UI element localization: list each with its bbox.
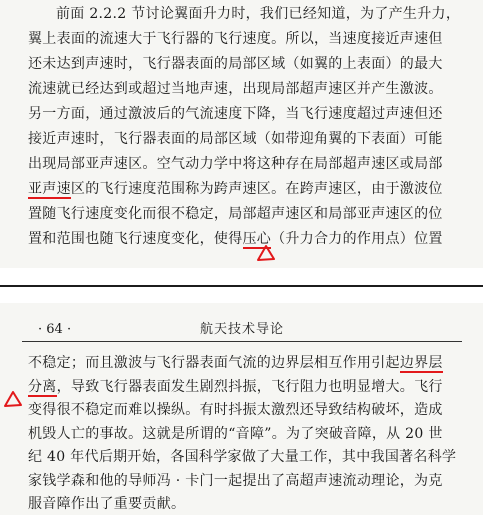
text-segment: 纪 40 年代后期开始，各国科学家做了大量工作，其中我国著名科学 xyxy=(28,449,457,465)
text-line xyxy=(28,449,456,466)
text-segment: 家钱学森和他的导师冯 · 卡门一起提出了高超声速流动理论，为克 xyxy=(28,472,443,489)
text-line xyxy=(28,131,443,148)
header-rule xyxy=(22,341,462,342)
text-segment: 另一方面，通过激波后的气流速度下降，当飞行速度超过声速但还 xyxy=(28,106,443,122)
text-segment: 接近声速时，飞行器表面的局部区域（如带迎角翼的下表面）可能 xyxy=(28,131,443,147)
text-segment: 服音障作出了重要贡献。 xyxy=(28,496,186,512)
text-segment: 置和范围也随飞行速度变化，使得 xyxy=(28,231,243,247)
triangle-marker-icon xyxy=(256,244,276,262)
text-line xyxy=(56,6,460,23)
text-line xyxy=(28,379,443,396)
text-segment: 流速就已经达到或超过当地声速，出现局部超声速区并产生激波。 xyxy=(28,81,443,97)
text-segment: 变得很不稳定而难以操纵。有时抖振太激烈还导致结构破坏，造成 xyxy=(28,402,443,418)
triangle-marker-icon xyxy=(3,390,23,408)
underlined-term: 亚声速 xyxy=(28,181,71,197)
page-break-divider xyxy=(0,285,483,287)
text-segment: 区的飞行速度范围称为跨声速区。在跨声速区，由于激波位 xyxy=(70,181,443,197)
text-line xyxy=(28,106,443,123)
text-line xyxy=(28,231,443,248)
text-line xyxy=(28,206,443,223)
text-line xyxy=(28,81,443,98)
text-line xyxy=(28,31,443,48)
text-line xyxy=(28,156,443,173)
text-line xyxy=(28,56,443,73)
text-line xyxy=(28,426,443,443)
text-segment: 置随飞行速度变化而很不稳定，局部超声速区和局部亚声速区的位 xyxy=(28,206,443,222)
text-segment: 翼上表面的流速大于飞行器的飞行速度。所以，当速度接近声速但 xyxy=(28,31,443,47)
text-line xyxy=(28,355,443,372)
book-title: 航天技术导论 xyxy=(200,322,285,337)
text-segment: 出现局部亚声速区。空气动力学中将这种存在局部超声速区或局部 xyxy=(28,156,443,172)
underlined-term: 分离 xyxy=(28,378,57,395)
text-line xyxy=(28,181,443,198)
text-segment: 机毁人亡的事故。这就是所谓的“音障”。为了突破音障，从 20 世 xyxy=(28,425,443,442)
text-line xyxy=(28,402,443,419)
text-segment: ，导致飞行器表面发生剧烈抖振，飞行阻力也明显增大。飞行 xyxy=(56,378,443,395)
text-segment: 前面 2.2.2 节讨论翼面升力时，我们已经知道，为了产生升力， xyxy=(56,6,461,22)
page-number: · 64 · xyxy=(38,322,72,337)
text-segment: 不稳定；而且激波与飞行器表面气流的边界层相互作用引起 xyxy=(28,355,400,371)
text-segment: （升力合力的作用点）位置 xyxy=(271,231,443,247)
text-segment: 还未达到声速时，飞行器表面的局部区域（如翼的上表面）的最大 xyxy=(28,56,443,72)
text-line xyxy=(28,473,443,490)
text-line xyxy=(28,496,185,513)
underlined-term: 压心 xyxy=(242,231,272,247)
underlined-term: 边界层 xyxy=(399,355,443,371)
